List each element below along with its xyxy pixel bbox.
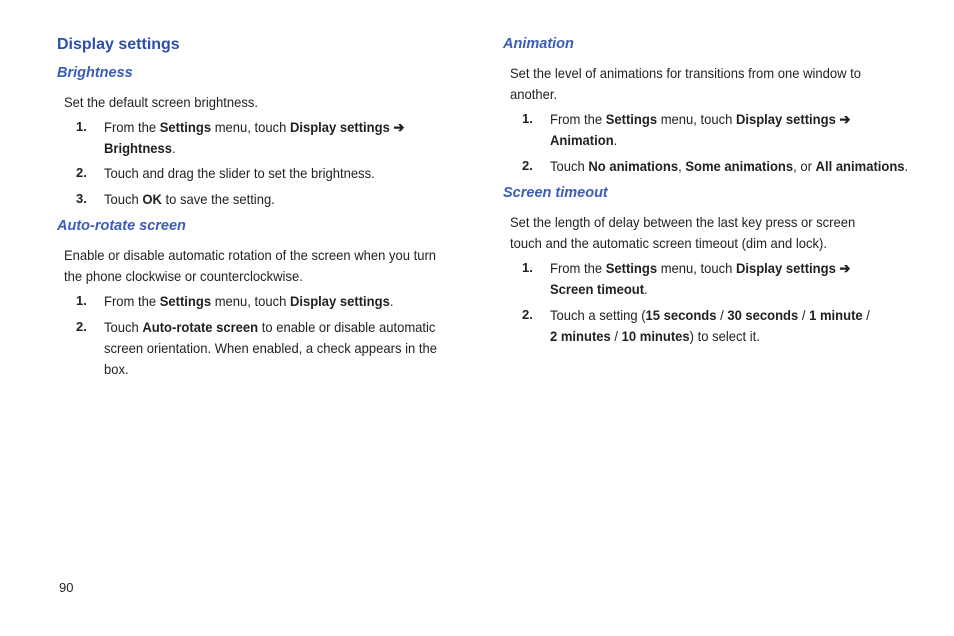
autorotate-step-2-line-2: screen orientation. When enabled, a check appears in the <box>104 340 437 356</box>
step-number: 1. <box>76 119 87 134</box>
autorotate-heading: Auto-rotate screen <box>57 218 186 234</box>
animation-step-2: Touch No animations, Some animations, or All animations. <box>550 158 909 174</box>
animation-heading: Animation <box>503 36 574 52</box>
brightness-step-3: Touch OK to save the setting. <box>104 191 275 207</box>
brightness-heading: Brightness <box>57 65 133 81</box>
step-number: 2. <box>522 307 533 322</box>
brightness-step-1-line-1: From the Settings menu, touch Display settings ➔ <box>104 119 405 135</box>
autorotate-step-2-line-3: box. <box>104 361 129 377</box>
step-number: 2. <box>522 158 533 173</box>
step-number: 1. <box>522 111 533 126</box>
step-number: 1. <box>76 293 87 308</box>
brightness-step-2: Touch and drag the slider to set the brightness. <box>104 165 375 181</box>
timeout-intro-line-1: Set the length of delay between the last key press or screen <box>510 214 856 230</box>
timeout-step-2-line-2: 2 minutes / 10 minutes) to select it. <box>550 328 760 344</box>
timeout-step-2-line-1: Touch a setting (15 seconds / 30 seconds / 1 minute / <box>550 307 870 323</box>
timeout-step-1-line-1: From the Settings menu, touch Display settings ➔ <box>550 260 851 276</box>
step-number: 1. <box>522 260 533 275</box>
autorotate-intro-line-2: the phone clockwise or counterclockwise. <box>64 268 303 284</box>
brightness-step-1-line-2: Brightness. <box>104 140 176 156</box>
page-title: Display settings <box>57 36 180 53</box>
autorotate-step-2-line-1: Touch Auto-rotate screen to enable or disable automatic <box>104 319 436 335</box>
step-number: 2. <box>76 319 87 334</box>
autorotate-intro-line-1: Enable or disable automatic rotation of the screen when you turn <box>64 247 437 263</box>
brightness-intro: Set the default screen brightness. <box>64 94 258 110</box>
animation-intro-line-1: Set the level of animations for transitions from one window to <box>510 65 862 81</box>
timeout-step-1-line-2: Screen timeout. <box>550 281 648 297</box>
animation-step-1-line-1: From the Settings menu, touch Display settings ➔ <box>550 111 851 127</box>
animation-step-1-line-2: Animation. <box>550 132 618 148</box>
step-number: 3. <box>76 191 87 206</box>
step-number: 2. <box>76 165 87 180</box>
timeout-heading: Screen timeout <box>503 185 608 201</box>
autorotate-step-1: From the Settings menu, touch Display settings. <box>104 293 394 309</box>
page-number: 90 <box>59 580 74 595</box>
timeout-intro-line-2: touch and the automatic screen timeout (dim and lock). <box>510 235 827 251</box>
animation-intro-line-2: another. <box>510 86 558 102</box>
